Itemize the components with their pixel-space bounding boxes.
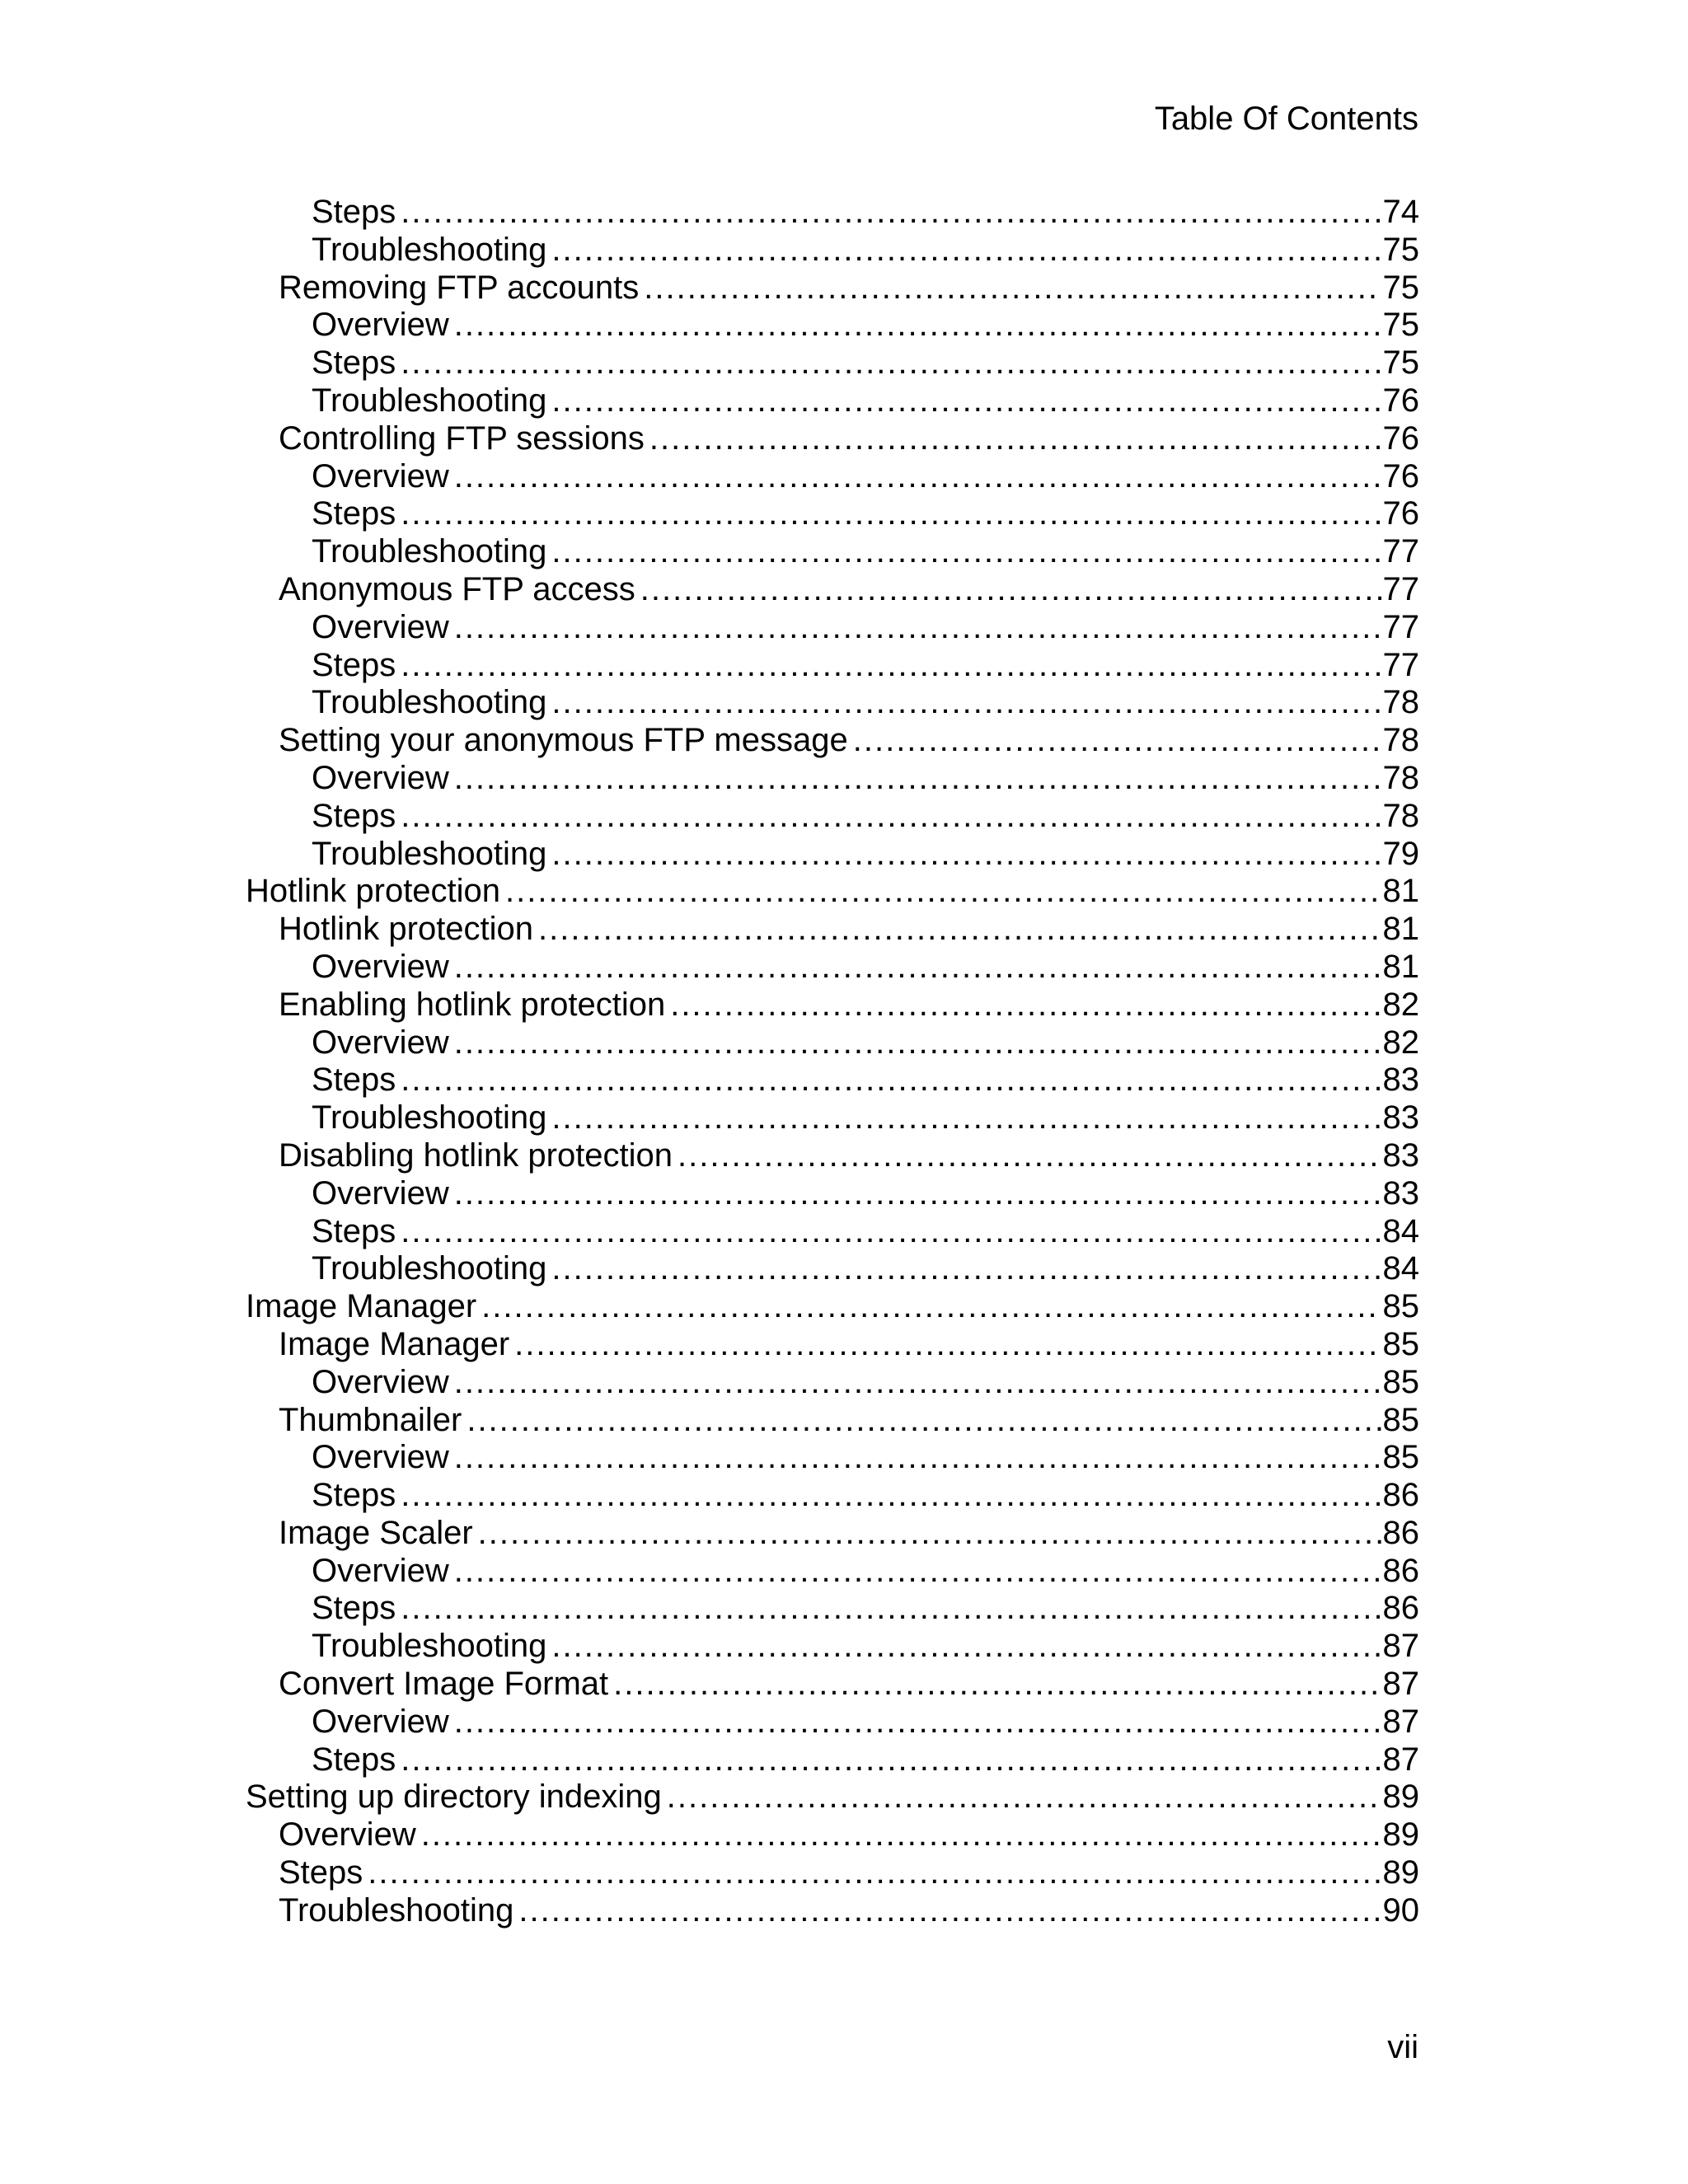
toc-entry[interactable] [246, 1137, 1419, 1175]
toc-dot-leader [401, 1741, 1381, 1779]
toc-entry-page: 82 [1382, 986, 1419, 1023]
toc-entry-label: Convert Image Format [279, 1666, 609, 1703]
toc-entry-page: 87 [1382, 1741, 1419, 1778]
toc-entry-page: 83 [1382, 1174, 1419, 1212]
toc-entry-label: Enabling hotlink protection [279, 986, 666, 1023]
toc-entry-page: 76 [1382, 419, 1419, 457]
toc-entry-page: 89 [1382, 1816, 1419, 1854]
toc-dot-leader [481, 1288, 1381, 1326]
toc-entry-label: Steps [312, 344, 396, 382]
toc-entry[interactable] [246, 1062, 1419, 1099]
toc-entry[interactable] [246, 458, 1419, 496]
toc-entry-page: 85 [1382, 1401, 1419, 1438]
toc-entry-page: 77 [1382, 646, 1419, 683]
toc-dot-leader [401, 344, 1381, 382]
toc-dot-leader [551, 1099, 1381, 1137]
toc-entry-page: 78 [1382, 722, 1419, 759]
toc-entry[interactable] [246, 647, 1419, 685]
toc-entry-label: Overview [312, 759, 449, 796]
toc-entry[interactable] [246, 1741, 1419, 1779]
toc-entry-page: 79 [1382, 835, 1419, 872]
toc-entry[interactable] [246, 1590, 1419, 1628]
toc-entry[interactable] [246, 269, 1419, 307]
toc-entry-page: 90 [1382, 1891, 1419, 1929]
toc-entry-label: Troubleshooting [312, 231, 547, 268]
toc-dot-leader [551, 684, 1381, 722]
toc-entry-label: Steps [312, 1590, 396, 1627]
toc-entry-label: Thumbnailer [279, 1401, 462, 1438]
toc-entry-label: Hotlink protection [279, 911, 534, 948]
toc-entry[interactable] [246, 873, 1419, 911]
toc-dot-leader [853, 722, 1381, 760]
toc-dot-leader [538, 911, 1381, 949]
toc-entry-label: Troubleshooting [312, 684, 547, 721]
toc-entry[interactable] [246, 1402, 1419, 1440]
toc-entry[interactable] [246, 1515, 1419, 1553]
toc-entry-page: 85 [1382, 1363, 1419, 1400]
toc-dot-leader [401, 1062, 1381, 1099]
toc-entry[interactable] [246, 609, 1419, 647]
toc-entry-label: Steps [279, 1854, 363, 1891]
toc-entry-page: 85 [1382, 1439, 1419, 1476]
toc-entry-label: Disabling hotlink protection [279, 1137, 673, 1174]
toc-dot-leader [551, 232, 1381, 269]
toc-entry[interactable] [246, 911, 1419, 949]
toc-entry-label: Image Manager [246, 1288, 477, 1325]
toc-entry[interactable] [246, 1024, 1419, 1062]
page-number: vii [1387, 2029, 1418, 2065]
toc-entry-page: 78 [1382, 759, 1419, 796]
toc-dot-leader [368, 1854, 1381, 1892]
toc-entry-page: 87 [1382, 1666, 1419, 1703]
toc-entry[interactable] [246, 1704, 1419, 1741]
toc-entry-label: Overview [312, 1174, 449, 1212]
toc-entry[interactable] [246, 1816, 1419, 1854]
toc-entry-page: 84 [1382, 1212, 1419, 1249]
toc-entry-page: 77 [1382, 608, 1419, 645]
toc-entry-page: 76 [1382, 457, 1419, 494]
toc-entry[interactable] [246, 1854, 1419, 1892]
toc-entry-label: Steps [312, 1212, 396, 1249]
toc-entry-label: Steps [312, 1062, 396, 1099]
toc-entry-page: 81 [1382, 911, 1419, 948]
toc-dot-leader [454, 1364, 1381, 1402]
toc-entry-page: 87 [1382, 1628, 1419, 1665]
toc-entry-page: 89 [1382, 1779, 1419, 1816]
toc-entry-label: Troubleshooting [312, 835, 547, 872]
toc-entry-page: 86 [1382, 1514, 1419, 1551]
toc-entry-page: 86 [1382, 1477, 1419, 1514]
toc-entry[interactable] [246, 760, 1419, 798]
toc-entry[interactable] [246, 684, 1419, 722]
toc-entry-label: Hotlink protection [246, 873, 501, 910]
toc-entry-page: 85 [1382, 1288, 1419, 1325]
toc-entry-page: 84 [1382, 1250, 1419, 1287]
toc-dot-leader [649, 420, 1381, 458]
toc-entry-label: Steps [312, 646, 396, 683]
toc-entry[interactable] [246, 495, 1419, 533]
toc-dot-leader [505, 873, 1381, 911]
toc-dot-leader [667, 1779, 1381, 1816]
toc-dot-leader [644, 269, 1381, 307]
toc-dot-leader [551, 533, 1381, 571]
toc-entry-page: 81 [1382, 873, 1419, 910]
toc-entry-label: Controlling FTP sessions [279, 419, 645, 457]
toc-entry-label: Overview [312, 457, 449, 494]
toc-dot-leader [454, 760, 1381, 798]
toc-entry-label: Overview [312, 307, 449, 344]
toc-entry[interactable] [246, 533, 1419, 571]
toc-entry-page: 87 [1382, 1703, 1419, 1740]
toc-entry[interactable] [246, 232, 1419, 269]
toc-entry-label: Steps [312, 1741, 396, 1778]
toc-entry-label: Troubleshooting [312, 382, 547, 419]
toc-entry-label: Overview [312, 1363, 449, 1400]
toc-entry-page: 89 [1382, 1854, 1419, 1891]
toc-entry-label: Troubleshooting [312, 533, 547, 570]
toc-entry[interactable] [246, 1213, 1419, 1251]
toc-entry-page: 83 [1382, 1062, 1419, 1099]
toc-dot-leader [454, 949, 1381, 987]
toc-entry[interactable] [246, 987, 1419, 1024]
toc-entry-page: 83 [1382, 1099, 1419, 1137]
toc-entry-label: Overview [312, 1552, 449, 1589]
toc-entry-page: 75 [1382, 344, 1419, 382]
toc-entry-page: 74 [1382, 194, 1419, 230]
toc-entry-page: 76 [1382, 382, 1419, 419]
toc-entry[interactable] [246, 949, 1419, 987]
toc-entry[interactable] [246, 1326, 1419, 1364]
toc-entry-label: Overview [312, 608, 449, 645]
toc-entry-label: Overview [312, 1703, 449, 1740]
toc-entry[interactable] [246, 344, 1419, 382]
toc-entry-page: 76 [1382, 495, 1419, 532]
toc-entry[interactable] [246, 722, 1419, 760]
toc-entry-label: Overview [279, 1816, 416, 1854]
toc-dot-leader [678, 1137, 1381, 1175]
toc-entry-label: Image Manager [279, 1325, 510, 1362]
toc-entry-label: Setting your anonymous FTP message [279, 722, 848, 759]
toc-dot-leader [421, 1816, 1381, 1854]
toc-entry[interactable] [246, 1175, 1419, 1213]
toc-dot-leader [401, 1477, 1381, 1515]
toc-dot-leader [454, 1175, 1381, 1213]
toc-entry-page: 75 [1382, 231, 1419, 268]
toc-entry-page: 78 [1382, 684, 1419, 721]
toc-dot-leader [454, 1439, 1381, 1477]
toc-entry-label: Anonymous FTP access [279, 570, 635, 607]
toc-entry-label: Troubleshooting [312, 1628, 547, 1665]
toc-entry-label: Removing FTP accounts [279, 269, 640, 306]
toc-entry-page: 86 [1382, 1552, 1419, 1589]
toc-entry[interactable] [246, 836, 1419, 874]
toc-entry-label: Steps [312, 1477, 396, 1514]
toc-entry[interactable] [246, 571, 1419, 609]
toc-entry[interactable] [246, 382, 1419, 420]
toc-dot-leader [401, 194, 1381, 232]
toc-entry[interactable] [246, 1892, 1419, 1930]
toc-dot-leader [454, 1553, 1381, 1591]
toc-dot-leader [454, 458, 1381, 496]
toc-entry[interactable] [246, 420, 1419, 458]
toc-entry-label: Overview [312, 1024, 449, 1061]
toc-dot-leader [454, 1024, 1381, 1062]
toc-dot-leader [454, 1704, 1381, 1741]
toc-entry[interactable] [246, 1553, 1419, 1591]
toc-entry-label: Overview [312, 1439, 449, 1476]
toc-entry[interactable] [246, 1288, 1419, 1326]
toc-entry[interactable] [246, 1628, 1419, 1666]
toc-entry[interactable] [246, 1666, 1419, 1704]
toc-entry-page: 82 [1382, 1024, 1419, 1061]
toc-dot-leader [454, 307, 1381, 344]
toc-entry[interactable] [246, 307, 1419, 344]
toc-entry-page: 78 [1382, 797, 1419, 834]
toc-entry[interactable] [246, 1364, 1419, 1402]
toc-entry[interactable] [246, 798, 1419, 836]
toc-dot-leader [551, 1628, 1381, 1666]
toc-dot-leader [670, 987, 1381, 1024]
toc-dot-leader [551, 1250, 1381, 1288]
toc-entry-page: 85 [1382, 1325, 1419, 1362]
toc-dot-leader [514, 1326, 1381, 1364]
toc-dot-leader [467, 1402, 1381, 1440]
toc-entry-page: 81 [1382, 948, 1419, 985]
toc-entry-label: Steps [312, 194, 396, 230]
toc-dot-leader [454, 609, 1381, 647]
toc-entry[interactable] [246, 1477, 1419, 1515]
toc-entry[interactable] [246, 1779, 1419, 1816]
toc-dot-leader [613, 1666, 1381, 1704]
running-header: Table Of Contents [1154, 101, 1418, 137]
toc-entry-page: 86 [1382, 1590, 1419, 1627]
toc-entry-label: Steps [312, 495, 396, 532]
table-of-contents [246, 194, 1419, 1930]
toc-entry-page: 75 [1382, 307, 1419, 344]
toc-entry-page: 83 [1382, 1137, 1419, 1174]
toc-dot-leader [640, 571, 1381, 609]
toc-dot-leader [401, 495, 1381, 533]
toc-entry[interactable] [246, 194, 1419, 232]
toc-dot-leader [401, 647, 1381, 685]
toc-dot-leader [401, 1213, 1381, 1251]
toc-dot-leader [551, 382, 1381, 420]
toc-entry-label: Troubleshooting [312, 1250, 547, 1287]
toc-dot-leader [401, 798, 1381, 836]
toc-entry-label: Image Scaler [279, 1514, 473, 1551]
toc-dot-leader [518, 1892, 1381, 1930]
toc-dot-leader [551, 836, 1381, 874]
toc-entry-label: Troubleshooting [312, 1099, 547, 1137]
toc-entry-page: 75 [1382, 269, 1419, 306]
toc-entry-label: Troubleshooting [279, 1891, 514, 1929]
toc-entry-page: 77 [1382, 570, 1419, 607]
toc-entry-label: Steps [312, 797, 396, 834]
toc-entry[interactable] [246, 1250, 1419, 1288]
toc-entry-label: Setting up directory indexing [246, 1779, 662, 1816]
toc-entry-label: Overview [312, 948, 449, 985]
toc-entry[interactable] [246, 1099, 1419, 1137]
toc-entry[interactable] [246, 1439, 1419, 1477]
toc-dot-leader [478, 1515, 1381, 1553]
toc-dot-leader [401, 1590, 1381, 1628]
toc-entry-page: 77 [1382, 533, 1419, 570]
